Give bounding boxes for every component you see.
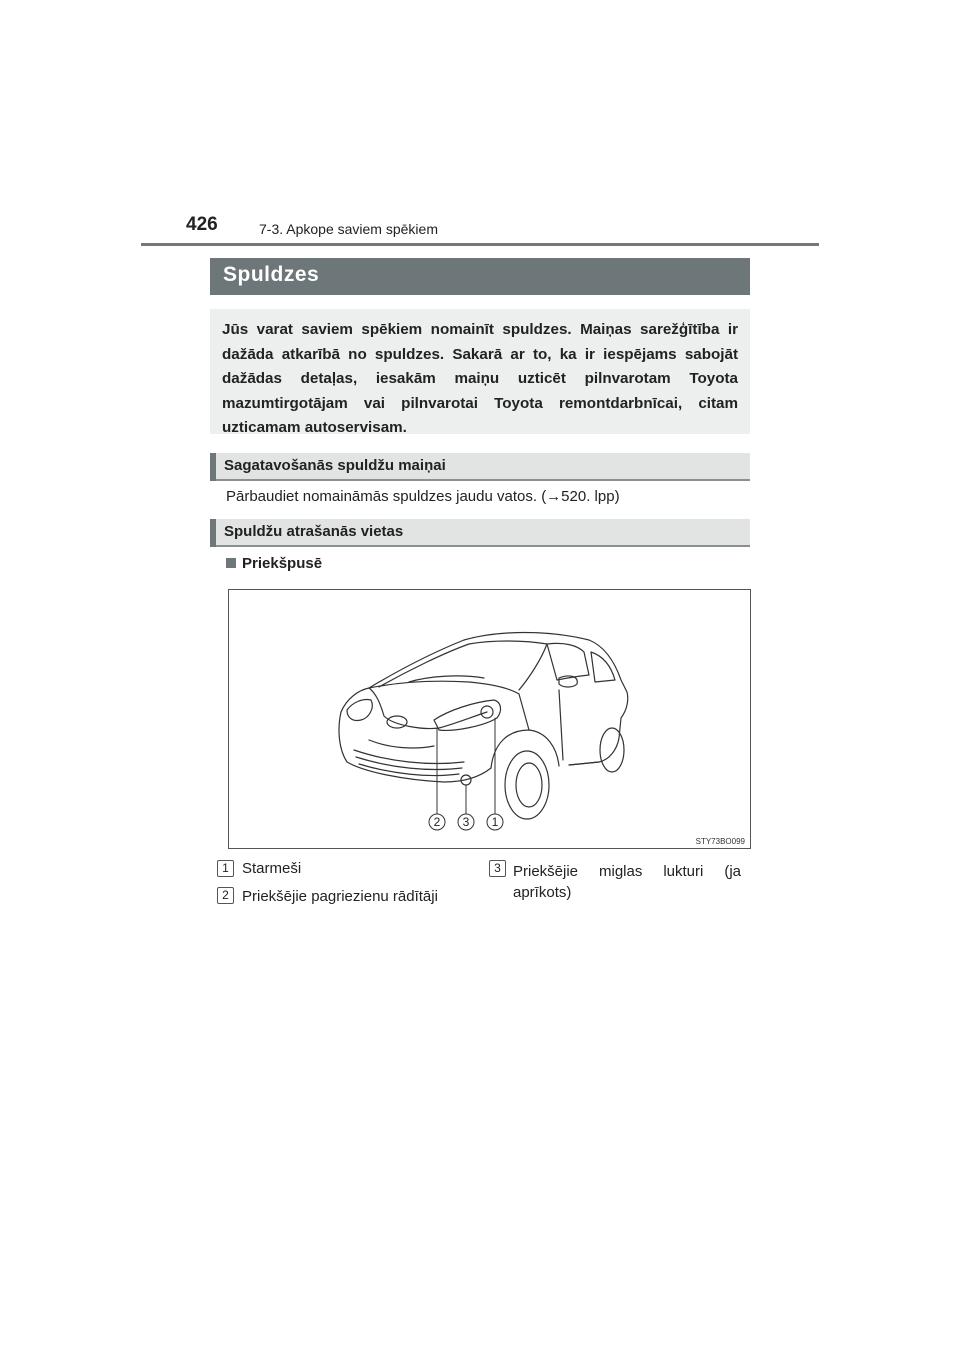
door-lines <box>519 690 599 765</box>
page-title: Spuldzes <box>223 263 320 286</box>
hood-line <box>369 681 519 694</box>
heading-accent-bar <box>210 519 216 547</box>
side-window-rear <box>591 652 615 682</box>
section-label: 7-3. Apkope saviem spēkiem <box>259 221 438 237</box>
callout-1: 1 <box>491 815 499 829</box>
callout-3: 3 <box>462 815 470 829</box>
car-illustration <box>229 590 750 848</box>
intro-text: Jūs varat saviem spēkiem nomainīt spuldzes. Maiņas sarežģītība ir dažāda atkarībā no spuldzes. Sakarā ar to, ka ir iespējams sabojāt dažādas detaļas, iesakām maiņu uzticēt pilnvarotam Toyota mazumtirgotājam vai pilnvarotai Toyota remontdarbnīcai, citam uzticamam autoservisam. <box>222 321 738 436</box>
location-heading <box>210 519 750 547</box>
lower-intake <box>369 740 434 748</box>
prep-instruction: Pārbaudiet nomaināmās spuldzes jaudu vatos. (→520. lpp) <box>226 488 620 505</box>
legend-item-3-line1: Priekšējie miglas lukturi (ja <box>513 863 741 880</box>
legend-number-2: 2 <box>217 887 234 904</box>
front-subheading <box>226 555 322 572</box>
front-lower <box>339 712 491 782</box>
callout-2: 2 <box>433 815 441 829</box>
front-wheel-rim <box>516 763 542 807</box>
page-number: 426 <box>186 214 218 235</box>
legend-number-1: 1 <box>217 860 234 877</box>
legend-item-2: Priekšējie pagriezienu rādītāji <box>242 888 438 905</box>
title-bar <box>210 258 750 295</box>
intro-box <box>210 309 750 434</box>
rear-wheel <box>600 728 624 772</box>
emblem <box>387 716 407 728</box>
legend-number-3: 3 <box>489 860 506 877</box>
right-headlight <box>434 700 501 730</box>
left-headlight <box>347 699 372 720</box>
legend-item-3-line2: aprīkots) <box>513 884 572 901</box>
side-window-front <box>547 643 589 680</box>
square-bullet-icon <box>226 558 236 568</box>
header-divider <box>141 243 819 246</box>
front-label-text: Priekšpusē <box>242 555 323 572</box>
prep-heading <box>210 453 750 481</box>
wheel-arch <box>491 730 559 768</box>
location-heading-label: Spuldžu atrašanās vietas <box>224 523 404 540</box>
front-upper <box>341 688 487 729</box>
prep-heading-label: Sagatavošanās spuldžu maiņai <box>224 457 446 474</box>
heading-accent-bar <box>210 453 216 481</box>
legend-item-1: Starmeši <box>242 860 302 877</box>
car-figure <box>228 589 751 849</box>
figure-code: STY73BO099 <box>695 837 745 846</box>
